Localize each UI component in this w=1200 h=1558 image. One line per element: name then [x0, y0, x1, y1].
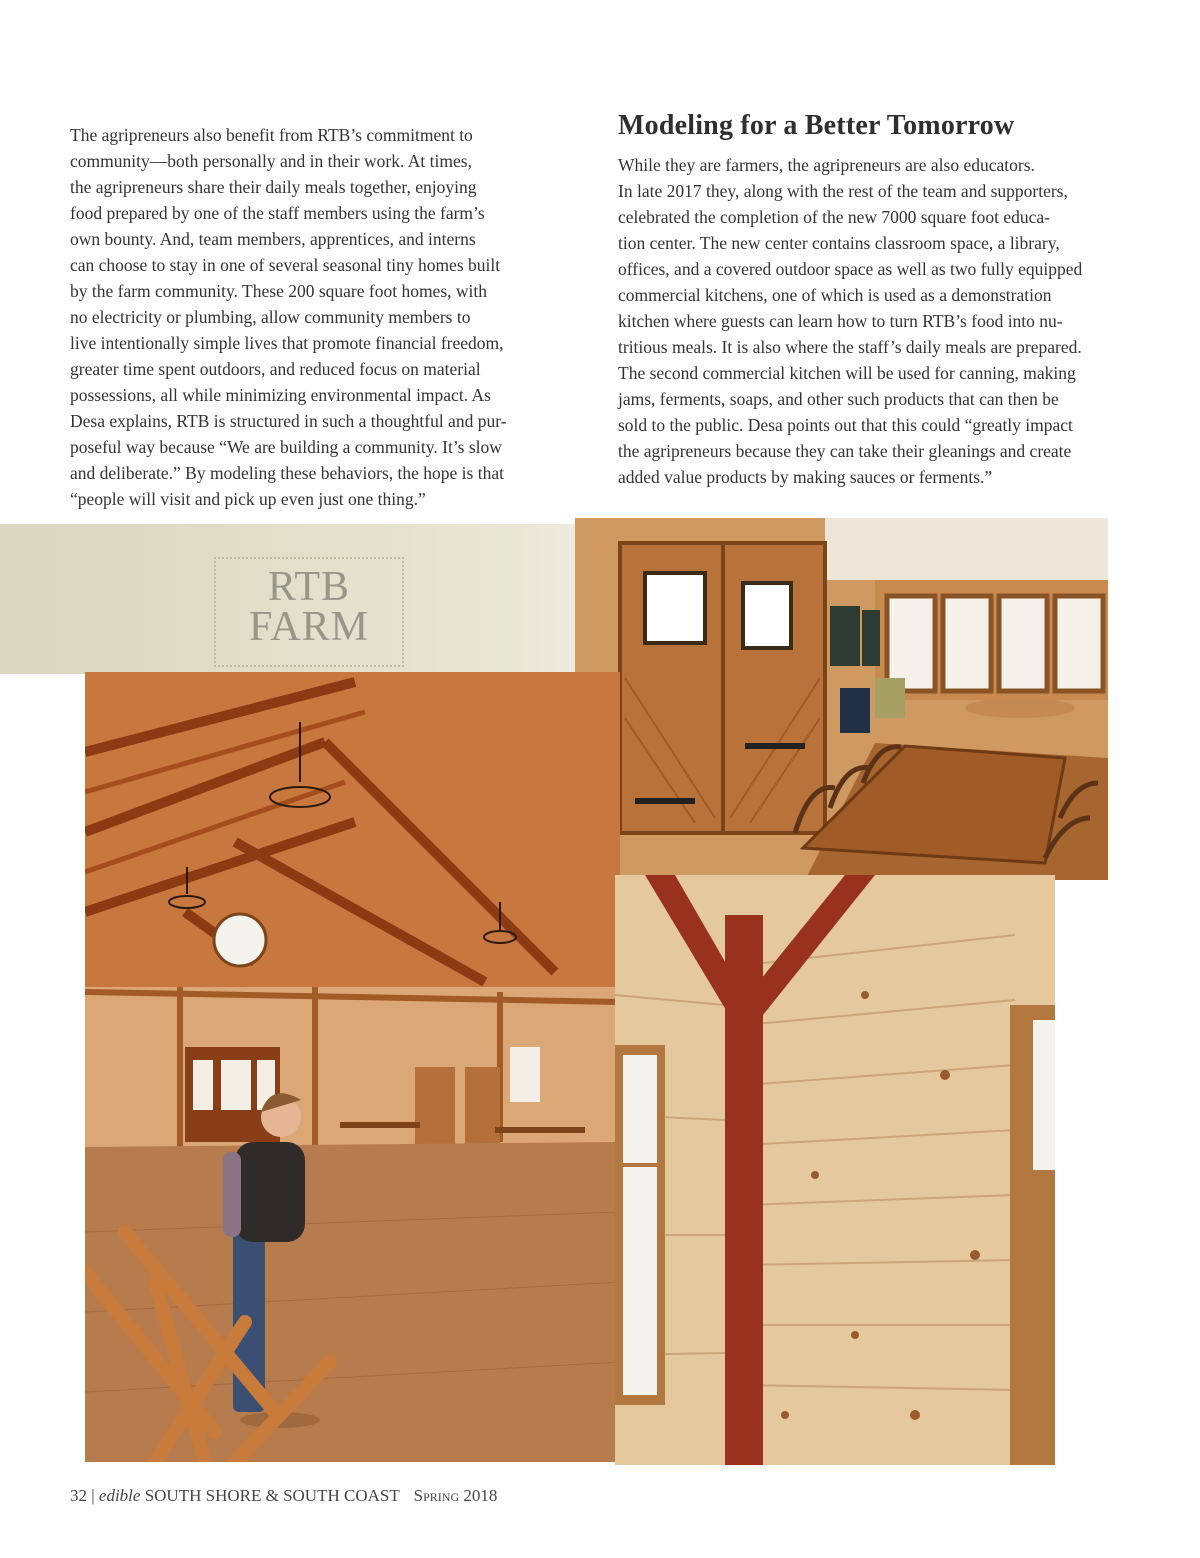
footer-brand: edible [98, 1486, 141, 1505]
text-line: the agripreneurs share their daily meals together, enjoying [70, 177, 477, 197]
text-line: celebrated the completion of the new 7000 square foot educa- [618, 207, 1050, 227]
footer-publication: SOUTH SHORE & SOUTH COAST [144, 1486, 400, 1505]
text-line: poseful way because “We are building a community. It’s slow [70, 437, 502, 457]
text-line: “people will visit and pick up even just one thing.” [70, 489, 426, 509]
text-line: tritious meals. It is also where the staff’s daily meals are prepared. [618, 337, 1082, 357]
pine-wall-illustration [615, 875, 1055, 1465]
page-footer [70, 1486, 497, 1506]
section-heading: Modeling for a Better Tomorrow [618, 110, 1015, 141]
great-hall-photo [85, 672, 620, 1462]
text-line: jams, ferments, soaps, and other such products that can then be [618, 389, 1059, 409]
text-line: greater time spent outdoors, and reduced focus on material [70, 359, 481, 379]
rtb-farm-logo [214, 557, 404, 667]
text-line: tion center. The new center contains classroom space, a library, [618, 233, 1060, 253]
left-column [70, 122, 560, 512]
text-line: possessions, all while minimizing environmental impact. As [70, 385, 491, 405]
text-line: Desa explains, RTB is structured in such a thoughtful and pur- [70, 411, 507, 431]
text-line: and deliberate.” By modeling these behaviors, the hope is that [70, 463, 504, 483]
logo-line: RTB [267, 564, 351, 610]
footer-season: Spring 2018 [413, 1486, 498, 1505]
text-line: In late 2017 they, along with the rest of the team and supporters, [618, 181, 1068, 201]
text-line: sold to the public. Desa points out that this could “greatly impact [618, 415, 1073, 435]
text-line: community—both personally and in their work. At times, [70, 151, 472, 171]
text-line: offices, and a covered outdoor space as well as two fully equipped [618, 259, 1083, 279]
right-column [618, 152, 1126, 490]
text-line: own bounty. And, team members, apprentices, and interns [70, 229, 476, 249]
pine-wall-photo [615, 875, 1055, 1465]
text-line: live intentionally simple lives that promote financial freedom, [70, 333, 504, 353]
text-line: The agripreneurs also benefit from RTB’s commitment to [70, 125, 473, 145]
page-number: 32 [70, 1486, 87, 1505]
text-line: can choose to stay in one of several seasonal tiny homes built [70, 255, 501, 275]
text-line: by the farm community. These 200 square foot homes, with [70, 281, 488, 301]
text-line: kitchen where guests can learn how to turn RTB’s food into nu- [618, 311, 1063, 331]
text-line: no electricity or plumbing, allow community members to [70, 307, 471, 327]
text-line: food prepared by one of the staff members using the farm’s [70, 203, 485, 223]
left-paragraph [70, 122, 560, 512]
logo-line: FARM [249, 604, 369, 650]
right-paragraph [618, 152, 1126, 490]
dining-room-photo [575, 518, 1108, 880]
dining-room-illustration [575, 518, 1108, 880]
text-line: the agripreneurs because they can take their gleanings and create [618, 441, 1072, 461]
footer-separator: | [91, 1486, 95, 1505]
text-line: While they are farmers, the agripreneurs are also educators. [618, 155, 1035, 175]
text-line: commercial kitchens, one of which is used as a demonstration [618, 285, 1052, 305]
text-line: The second commercial kitchen will be used for canning, making [618, 363, 1076, 383]
text-line: added value products by making sauces or ferments.” [618, 467, 993, 487]
great-hall-illustration [85, 672, 620, 1462]
